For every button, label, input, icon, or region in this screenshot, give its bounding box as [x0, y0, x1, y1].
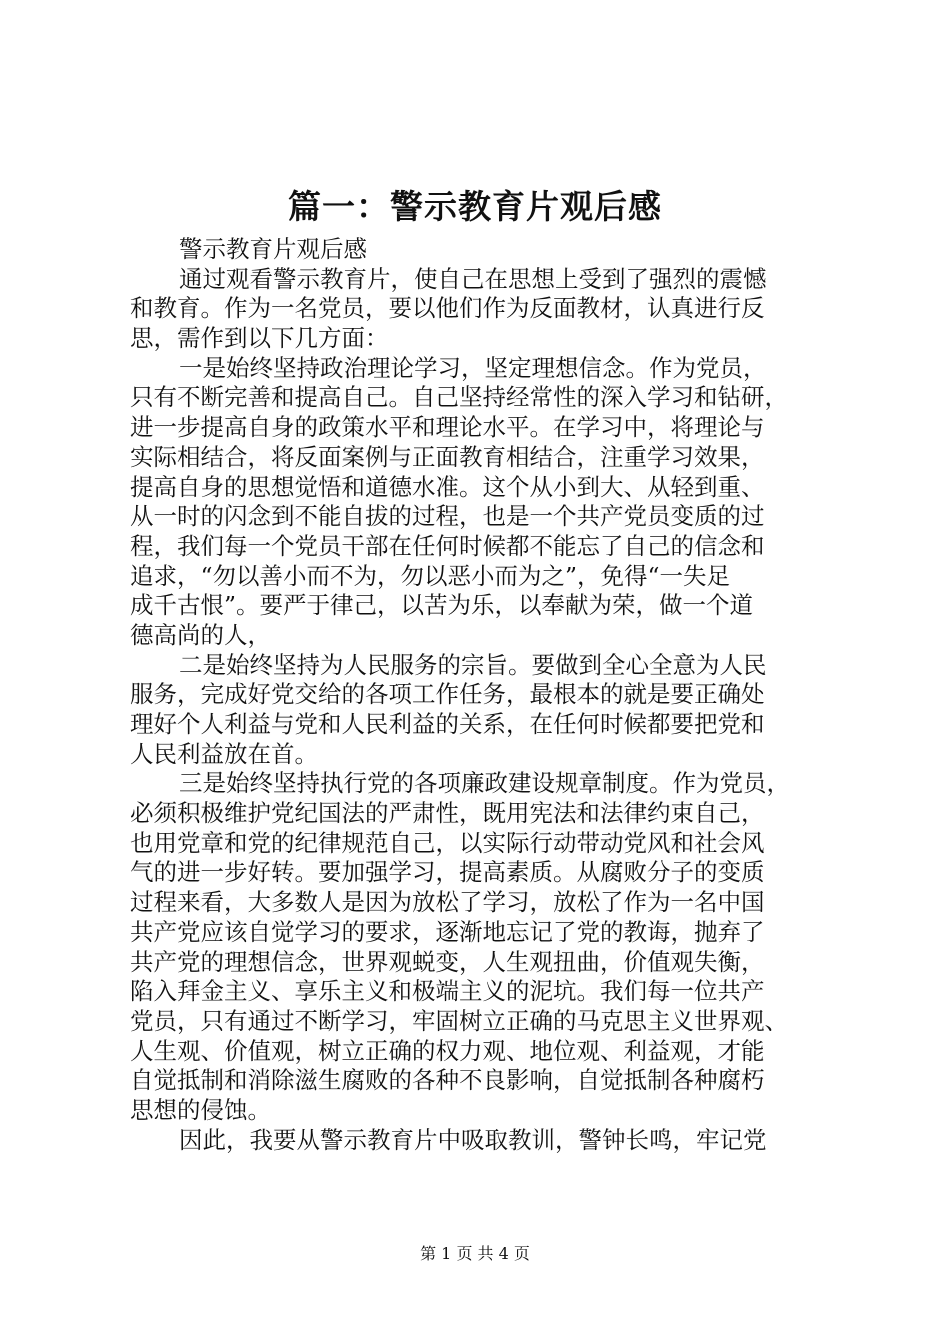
- body-line: 共产党应该自觉学习的要求，逐渐地忘记了党的教诲，抛弃了: [130, 917, 765, 946]
- body-line: 追求，“勿以善小而不为，勿以恶小而为之”，免得“一失足: [130, 561, 731, 590]
- body-line: 必须积极维护党纪国法的严肃性，既用宪法和法律约束自己，: [130, 799, 765, 828]
- body-line: 从一时的闪念到不能自拔的过程，也是一个共产党员变质的过: [130, 502, 765, 531]
- body-line: 一是始终坚持政治理论学习，坚定理想信念。作为党员，: [179, 353, 767, 382]
- body-line: 自觉抵制和消除滋生腐败的各种不良影响，自觉抵制各种腐朽: [130, 1066, 765, 1095]
- document-body: [130, 235, 840, 1155]
- document-title: 篇一：警示教育片观后感: [288, 187, 662, 226]
- body-line: 陷入拜金主义、享乐主义和极端主义的泥坑。我们每一位共产: [130, 977, 765, 1006]
- body-line: 理好个人利益与党和人民利益的关系，在任何时候都要把党和: [130, 710, 765, 738]
- body-line: 因此，我要从警示教育片中吸取教训，警钟长鸣，牢记党: [179, 1125, 767, 1154]
- body-line: 实际相结合，将反面案例与正面教育相结合，注重学习效果，: [130, 442, 765, 471]
- body-line: 警示教育片观后感: [179, 235, 367, 263]
- body-line: 思想的侵蚀。: [130, 1095, 271, 1124]
- body-line: 过程来看，大多数人是因为放松了学习，放松了作为一名中国: [130, 888, 765, 917]
- body-line: 共产党的理想信念，世界观蜕变，人生观扭曲，价值观失衡，: [130, 947, 765, 976]
- body-line: 程，我们每一个党员干部在任何时候都不能忘了自己的信念和: [130, 531, 765, 560]
- body-line: 服务，完成好党交给的各项工作任务，最根本的就是要正确处: [130, 680, 765, 709]
- body-line: 德高尚的人，: [130, 620, 271, 649]
- body-line: 人民利益放在首。: [130, 739, 318, 768]
- body-line: 思，需作到以下几方面：: [130, 324, 389, 353]
- body-line: 进一步提高自身的政策水平和理论水平。在学习中，将理论与: [130, 413, 765, 442]
- body-line: 人生观、价值观，树立正确的权力观、地位观、利益观，才能: [130, 1036, 765, 1065]
- body-line: 气的进一步好转。要加强学习，提高素质。从腐败分子的变质: [130, 858, 765, 887]
- body-line: 提高自身的思想觉悟和道德水准。这个从小到大、从轻到重、: [130, 472, 765, 501]
- body-line: 通过观看警示教育片，使自己在思想上受到了强烈的震憾: [179, 264, 767, 293]
- body-line: 也用党章和党的纪律规范自己，以实际行动带动党风和社会风: [130, 828, 765, 857]
- body-line: 只有不断完善和提高自己。自己坚持经常性的深入学习和钻研，: [130, 383, 788, 412]
- body-line: 和教育。作为一名党员，要以他们作为反面教材，认真进行反: [130, 294, 765, 323]
- body-line: 二是始终坚持为人民服务的宗旨。要做到全心全意为人民: [179, 650, 767, 679]
- page-footer: 第 1 页 共 4 页: [420, 1244, 530, 1263]
- body-line: 成千古恨”。要严于律己，以苦为乐，以奉献为荣，做一个道: [130, 591, 754, 620]
- body-line: 党员，只有通过不断学习，牢固树立正确的马克思主义世界观、: [130, 1006, 788, 1035]
- body-line: 三是始终坚持执行党的各项廉政建设规章制度。作为党员，: [179, 769, 790, 798]
